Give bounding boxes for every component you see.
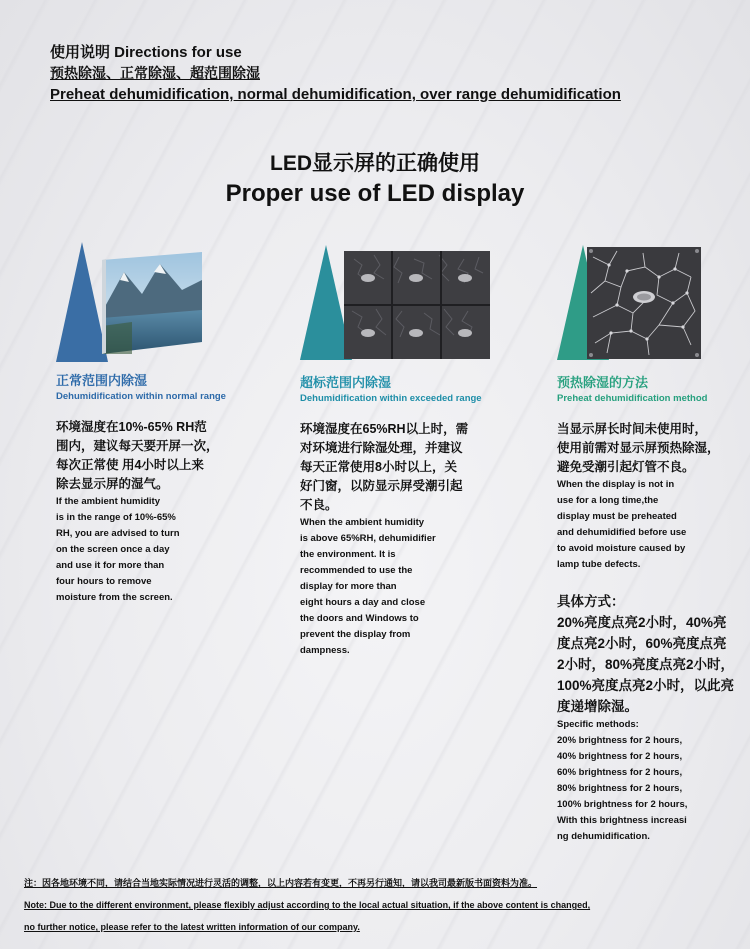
body-cn-line: 对环境进行除湿处理，并建议 [300, 441, 463, 455]
section-title-cn: 正常范围内除湿 [56, 373, 148, 388]
body-cn-line: 不良。 [300, 498, 338, 512]
section-title-en: Dehumidification within normal range [56, 391, 226, 402]
section-body-en: If the ambient humidity is in the range of 10%-65% RH, you are advised to turn on the screen once a day and use it for more than four hours to remove moisture from the screen. [56, 496, 180, 603]
method-cn-line: 度点亮2小时，60%亮度点亮 [557, 636, 727, 651]
body-cn-line: 环境湿度在10%-65% RH范 [56, 420, 207, 434]
section-body-en: When the display is not in use for a long time,the display must be preheated and dehumidified before use to avoid moisture caused by lamp tube defects. [557, 479, 687, 570]
header [50, 42, 621, 106]
title-en: Proper use of LED display [225, 180, 525, 207]
body-cn-line: 当显示屏长时间未使用时， [557, 422, 708, 436]
preheat-illustration [557, 245, 707, 365]
landscape-display-image [102, 252, 202, 354]
footer-note-en-1: Note: Due to the different environment, please flexibly adjust according to the local actual situation, if the above content is changed, [24, 900, 591, 910]
header-line3: Preheat dehumidification, normal dehumidification, over range dehumidification [50, 86, 621, 103]
section-body-cn [56, 418, 271, 494]
led-cabinet-back-image [344, 251, 490, 359]
section-title-cn: 超标范围内除湿 [300, 375, 392, 390]
section-normal-range [56, 372, 271, 606]
body-cn-line: 围内，建议每天要开屏一次， [56, 439, 219, 453]
footer-note-cn: 注：因各地环境不同，请结合当地实际情况进行灵活的调整，以上内容若有变更，不再另行通知，请以我司最新版书面资料为准。 [24, 878, 538, 888]
body-cn-line: 每次正常使 用4小时以上来 [56, 458, 204, 472]
header-line1: 使用说明 Directions for use [50, 44, 242, 61]
section-title-en: Preheat dehumidification method [557, 393, 708, 404]
method-cn-line: 度递增除湿。 [557, 699, 638, 714]
section-title-en: Dehumidification within exceeded range [300, 393, 482, 404]
body-cn-line: 环境湿度在65%RH以上时，需 [300, 422, 469, 436]
led-module-back-image [587, 247, 701, 359]
page-title [0, 150, 750, 210]
exceeded-range-illustration [300, 245, 500, 365]
section-body-cn [557, 420, 747, 477]
body-cn-line: 避免受潮引起灯管不良。 [557, 460, 695, 474]
section-exceeded-range [300, 374, 530, 659]
method-body-cn [557, 612, 747, 717]
method-cn-line: 20%亮度点亮2小时，40%亮 [557, 615, 727, 630]
body-cn-line: 除去显示屏的湿气。 [56, 477, 169, 491]
method-cn-line: 2小时，80%亮度点亮2小时， [557, 657, 735, 672]
section-title-cn: 预热除湿的方法 [557, 375, 649, 390]
body-cn-line: 每天正常使用8小时以上，关 [300, 460, 457, 474]
footer-note [24, 872, 724, 938]
body-cn-line: 好门窗，以防显示屏受潮引起 [300, 479, 463, 493]
header-line2: 预热除湿、正常除湿、超范围除湿 [50, 65, 260, 81]
method-title: 具体方式： [557, 594, 625, 609]
section-preheat [557, 374, 747, 845]
blue-triangle-icon [56, 242, 108, 362]
footer-note-en-2: no further notice, please refer to the latest written information of our company. [24, 922, 360, 932]
title-cn: LED显示屏的正确使用 [270, 152, 480, 175]
body-cn-line: 使用前需对显示屏预热除湿， [557, 441, 720, 455]
normal-range-illustration [56, 242, 206, 362]
method-cn-line: 100%亮度点亮2小时，以此亮 [557, 678, 735, 693]
section-body-cn [300, 420, 530, 515]
method-body-en: Specific methods: 20% brightness for 2 hours, 40% brightness for 2 hours, 60% brightness for 2 hours, 80% brightness for 2 hours, 100% brightness for 2 hours, With this brightness increasi ng dehumidification. [557, 719, 688, 842]
section-body-en: When the ambient humidity is above 65%RH, dehumidifier the environment. It is recommended to use the display for more than eight hours a day and close the doors and Windows to prevent the display from dampness. [300, 517, 436, 656]
